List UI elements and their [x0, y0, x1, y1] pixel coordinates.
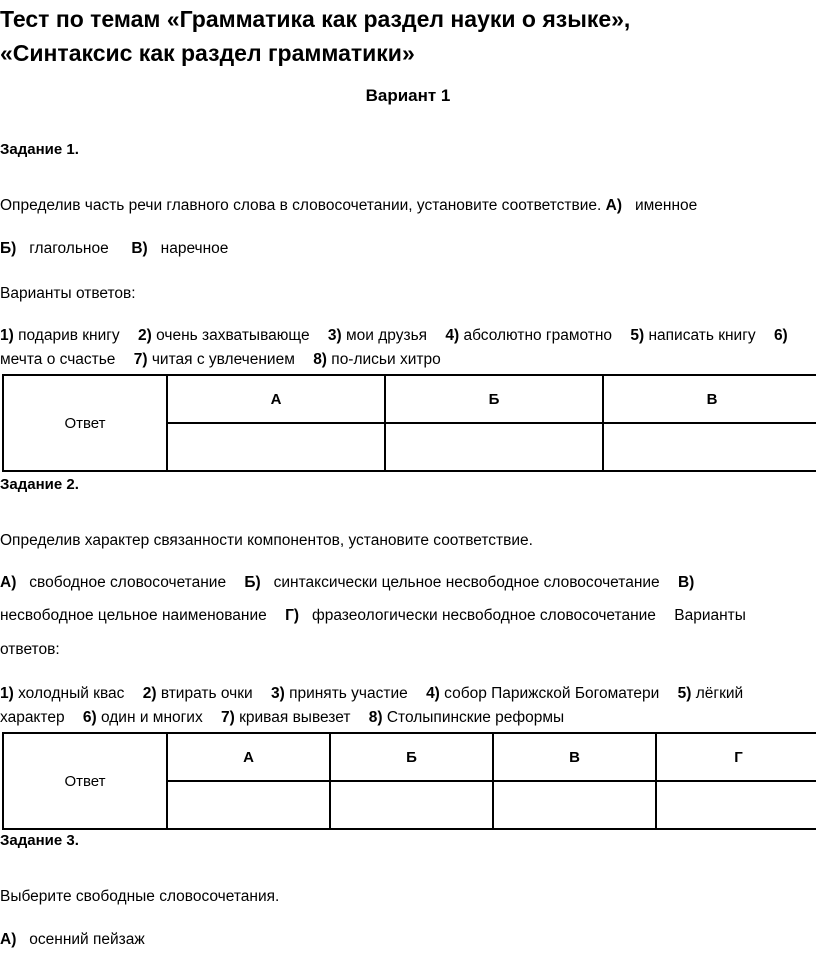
task1-answer-table	[2, 374, 816, 472]
task1-answers-label: Варианты ответов:	[0, 285, 136, 302]
task2-instruction: Определив характер связанности компонентов, установите соответствие.	[0, 532, 533, 549]
task2-answer-header-a: А	[167, 733, 330, 781]
task2-option-v-text: несвободное цельное наименование	[0, 607, 267, 624]
variant-heading: Вариант 1	[365, 86, 451, 105]
task2-item-number: 3)	[270, 685, 285, 702]
task1-option-v-text: наречное	[160, 240, 229, 257]
task2-options-line-2	[0, 604, 810, 628]
task2-item-number: 7)	[221, 709, 235, 726]
task2-answer-row-label: Ответ	[3, 733, 167, 829]
task2-answers-label-part1: Варианты	[674, 607, 746, 624]
task1-option-a-letter: А)	[605, 197, 623, 214]
task1-item-text: абсолютно грамотно	[463, 327, 613, 344]
task2-item-text: принять участие	[289, 685, 408, 702]
task2-item-text: лёгкий характер	[0, 685, 744, 726]
task1-item-number: 4)	[445, 327, 460, 344]
task1-option-b-text: глагольное	[29, 240, 109, 257]
task2-heading: Задание 2.	[0, 476, 79, 493]
task1-item-text: мои друзья	[346, 327, 428, 344]
task1-answer-cell-a[interactable]	[167, 423, 385, 471]
title-line-1: Тест по темам «Грамматика как раздел науки о языке»,	[0, 6, 631, 32]
task2-item-number: 2)	[142, 685, 157, 702]
task1-item-number: 3)	[327, 327, 342, 344]
task1-item-text: читая с увлечением	[151, 351, 295, 368]
task2-item-number: 6)	[82, 709, 97, 726]
task1-item-text: по-лисьи хитро	[331, 351, 441, 368]
task1-items	[0, 324, 810, 372]
task1-item-number: 2)	[137, 327, 152, 344]
task3-option-a-text: осенний пейзаж	[29, 931, 145, 948]
task2-item-text: кривая вывезет	[239, 709, 351, 726]
task2-answer-header-v: В	[493, 733, 656, 781]
task2-items	[0, 682, 810, 730]
task1-item-text: мечта о счастье	[0, 351, 116, 368]
task1-item-number: 1)	[0, 327, 14, 344]
task2-item-number: 8)	[368, 709, 383, 726]
task2-answer-table	[2, 732, 816, 830]
task1-item-number: 8)	[313, 351, 327, 368]
task1-answer-row-label: Ответ	[3, 375, 167, 471]
task3-option-a-letter: А)	[0, 931, 17, 948]
task2-option-a-letter: А)	[0, 574, 17, 591]
task2-options-line-1	[0, 571, 810, 595]
task2-answer-cell-b[interactable]	[330, 781, 493, 829]
task1-item-number: 7)	[133, 351, 148, 368]
task1-answer-cell-v[interactable]	[603, 423, 816, 471]
task1-answer-header-v: В	[603, 375, 816, 423]
task1-item-number: 6)	[773, 327, 788, 344]
task2-item-text: втирать очки	[160, 685, 253, 702]
task3-instruction: Выберите свободные словосочетания.	[0, 888, 280, 905]
task2-answer-header-b: Б	[330, 733, 493, 781]
task2-answer-cell-a[interactable]	[167, 781, 330, 829]
title-line-2: «Синтаксис как раздел грамматики»	[0, 40, 415, 66]
task1-instruction: Определив часть речи главного слова в словосочетании, установите соответствие.	[0, 197, 602, 214]
task2-answer-cell-v[interactable]	[493, 781, 656, 829]
task1-option-b-letter: Б)	[0, 240, 17, 257]
task2-item-text: один и многих	[100, 709, 203, 726]
task2-option-a-text: свободное словосочетание	[29, 574, 227, 591]
task1-item-number: 5)	[630, 327, 645, 344]
task1-option-a-text: именное	[634, 197, 698, 214]
task1-item-text: написать книгу	[648, 327, 756, 344]
task2-item-number: 4)	[426, 685, 440, 702]
task1-heading: Задание 1.	[0, 141, 79, 158]
task1-options-line	[0, 237, 810, 261]
task2-answer-header-g: Г	[656, 733, 816, 781]
task1-answer-header-b: Б	[385, 375, 603, 423]
task2-answers-label-part2: ответов:	[0, 641, 60, 658]
task1-answer-header-a: А	[167, 375, 385, 423]
task1-item-text: очень захватывающе	[156, 327, 310, 344]
task2-option-b-text: синтаксически цельное несвободное словосочетание	[273, 574, 660, 591]
task2-item-text: собор Парижской Богоматери	[444, 685, 660, 702]
task2-option-g-letter: Г)	[285, 607, 300, 624]
task2-item-number: 5)	[677, 685, 692, 702]
task2-item-text: холодный квас	[18, 685, 125, 702]
task1-item-text: подарив книгу	[18, 327, 120, 344]
task2-item-text: Столыпинские реформы	[386, 709, 565, 726]
task2-answer-cell-g[interactable]	[656, 781, 816, 829]
task1-option-v-letter: В)	[131, 240, 148, 257]
task3-heading: Задание 3.	[0, 832, 79, 849]
task2-option-b-letter: Б)	[244, 574, 261, 591]
task2-item-number: 1)	[0, 685, 14, 702]
task1-instruction-line	[0, 194, 810, 218]
page-title	[0, 2, 816, 70]
task3-option-a-line	[0, 928, 810, 952]
task2-option-v-letter: В)	[677, 574, 695, 591]
task2-option-g-text: фразеологически несвободное словосочетание	[311, 607, 656, 624]
task1-answer-cell-b[interactable]	[385, 423, 603, 471]
